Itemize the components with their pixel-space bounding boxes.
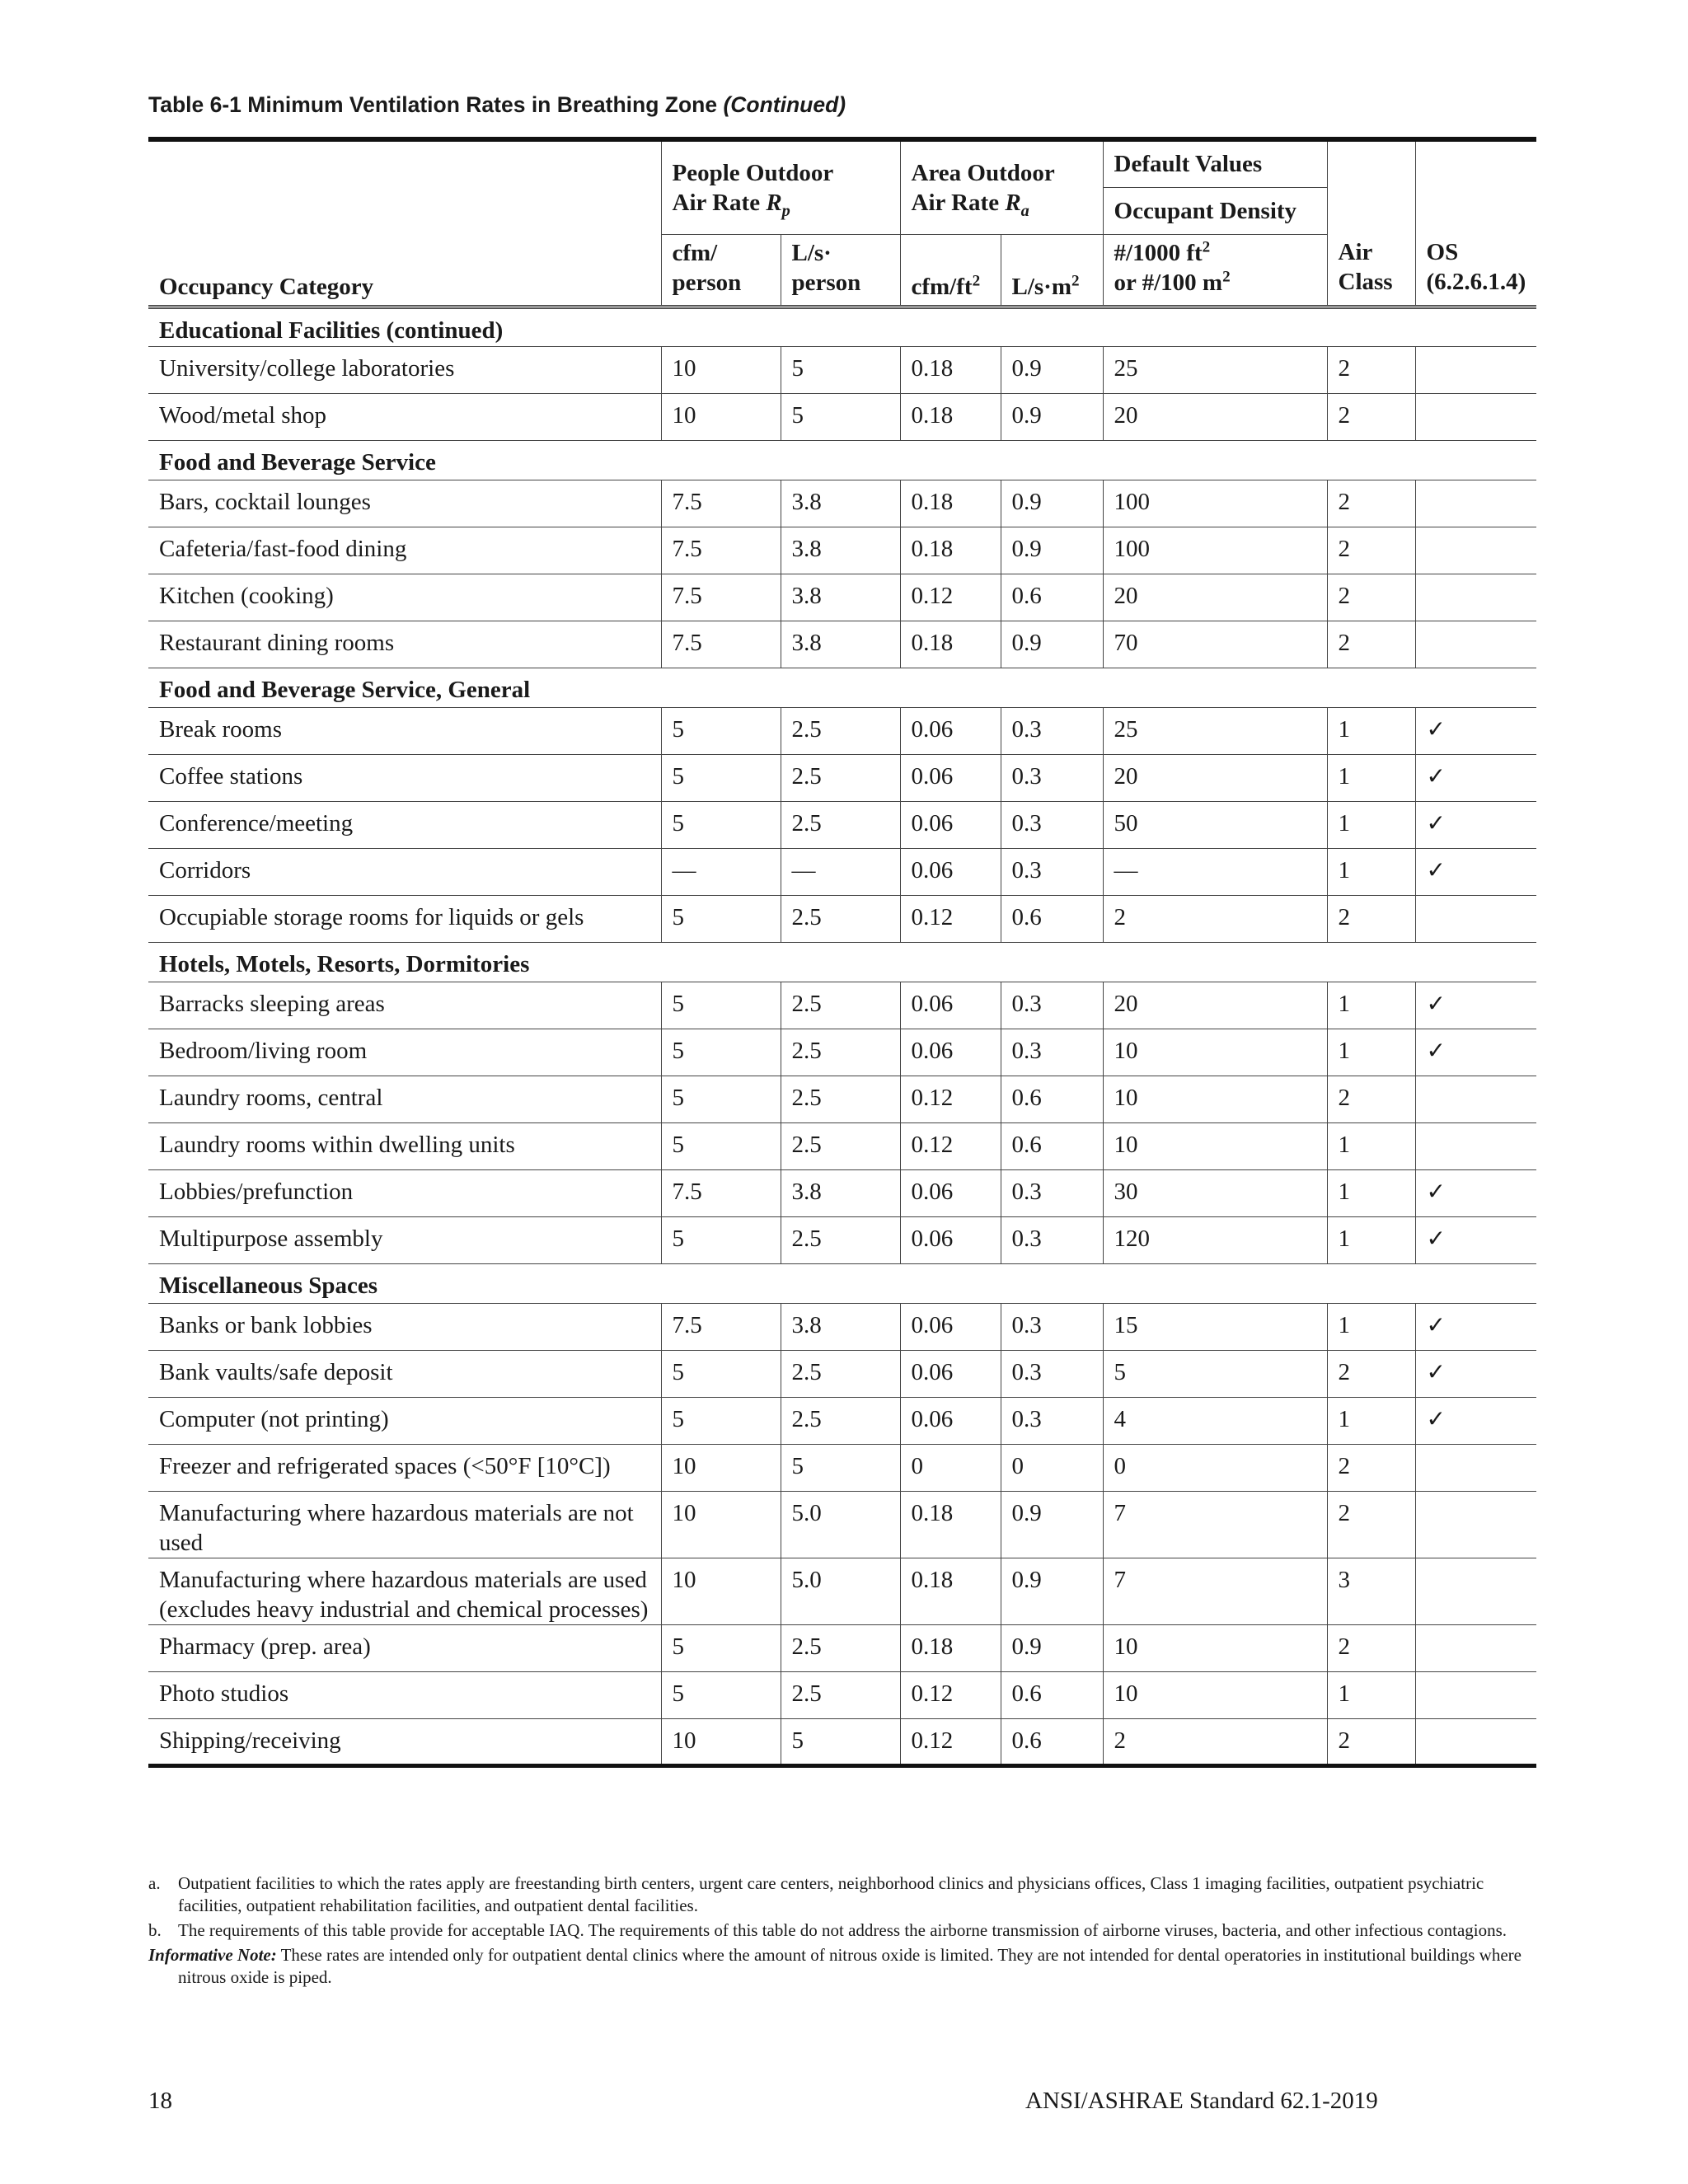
section-header-row	[148, 440, 1536, 480]
occupant-density-cell: 70	[1103, 621, 1327, 668]
ls-per-person-cell: 5	[781, 1444, 900, 1491]
ls-per-m2-cell: 0.6	[1001, 1671, 1103, 1718]
cfm-per-ft2-header: cfm/$ft^2$	[900, 234, 1001, 307]
ventilation-table-wrapper	[148, 137, 1536, 1768]
cfm-per-person-cell: 10	[661, 346, 781, 393]
informative-note: Informative Note: These rates are intended only for outpatient dental clinics where the amount of nitrous oxide is limited. They are not intended for dental operatories in institutional buildings where nitrous oxide is piped.	[148, 1945, 1522, 1987]
cfm-per-ft2-cell: 0.06	[900, 982, 1001, 1029]
cfm-per-ft2-cell: 0.06	[900, 1397, 1001, 1444]
occupancy-name-cell: Manufacturing where hazardous materials are not used	[148, 1491, 661, 1558]
os-cell	[1415, 621, 1536, 668]
occupant-density-cell: 2	[1103, 895, 1327, 942]
ls-per-m2-cell: 0.9	[1001, 1491, 1103, 1558]
os-cell: ✓	[1415, 1216, 1536, 1263]
cfm-per-person-cell: 7.5	[661, 1169, 781, 1216]
ls-per-m2-cell: 0.3	[1001, 707, 1103, 754]
cfm-per-person-cell: 5	[661, 801, 781, 848]
air-class-cell: 1	[1327, 754, 1415, 801]
ls-per-person-cell: 2.5	[781, 707, 900, 754]
ls-per-person-cell: 3.8	[781, 480, 900, 527]
cfm-per-ft2-cell: 0.06	[900, 1216, 1001, 1263]
occupant-density-cell: 5	[1103, 1350, 1327, 1397]
ls-per-m2-cell: 0.3	[1001, 1216, 1103, 1263]
table-header	[148, 139, 1536, 307]
area-rate-header: Area Outdoor Air Rate $R_a$	[900, 139, 1103, 234]
os-cell	[1415, 1076, 1536, 1122]
occupant-density-cell: 50	[1103, 801, 1327, 848]
section-header-row	[148, 1263, 1536, 1303]
air-class-cell: 1	[1327, 801, 1415, 848]
ls-per-person-cell: —	[781, 848, 900, 895]
os-header: OS (6.2.6.1.4)	[1415, 234, 1536, 307]
ls-per-person-cell: 5	[781, 393, 900, 440]
table-row	[148, 480, 1536, 527]
ls-per-person-cell: 5	[781, 1718, 900, 1765]
section-title: Hotels, Motels, Resorts, Dormitories	[148, 942, 1536, 982]
occupant-density-cell: 100	[1103, 480, 1327, 527]
ls-per-person-cell: 2.5	[781, 1397, 900, 1444]
occupant-density-cell: 25	[1103, 346, 1327, 393]
table-row	[148, 1671, 1536, 1718]
occupancy-name-cell: University/college laboratories	[148, 346, 661, 393]
os-cell	[1415, 1624, 1536, 1671]
cfm-per-person-cell: 7.5	[661, 574, 781, 621]
ls-per-m2-cell: 0.9	[1001, 527, 1103, 574]
air-class-cell: 2	[1327, 1491, 1415, 1558]
table-caption	[148, 92, 846, 118]
air-class-cell: 1	[1327, 1671, 1415, 1718]
ls-per-m2-cell: 0.3	[1001, 982, 1103, 1029]
cfm-per-person-cell: 7.5	[661, 1303, 781, 1350]
cfm-per-person-cell: 10	[661, 1718, 781, 1765]
occupancy-name-cell: Photo studios	[148, 1671, 661, 1718]
cfm-per-ft2-cell: 0.06	[900, 1350, 1001, 1397]
cfm-per-person-cell: 10	[661, 1491, 781, 1558]
cfm-per-ft2-cell: 0.18	[900, 1624, 1001, 1671]
section-title: Miscellaneous Spaces	[148, 1263, 1536, 1303]
occupant-density-cell: 4	[1103, 1397, 1327, 1444]
occupancy-name-cell: Conference/meeting	[148, 801, 661, 848]
ls-per-m2-cell: 0.3	[1001, 1029, 1103, 1076]
table-row	[148, 1076, 1536, 1122]
table-row	[148, 801, 1536, 848]
table-notes	[148, 1872, 1541, 1991]
section-header-row	[148, 307, 1536, 346]
cfm-per-person-cell: 5	[661, 1350, 781, 1397]
table-row	[148, 1122, 1536, 1169]
cfm-per-ft2-cell: 0.18	[900, 621, 1001, 668]
cfm-per-ft2-cell: 0	[900, 1444, 1001, 1491]
os-cell: ✓	[1415, 1029, 1536, 1076]
cfm-per-person-cell: 5	[661, 895, 781, 942]
occupant-density-cell: 10	[1103, 1122, 1327, 1169]
os-cell: ✓	[1415, 1397, 1536, 1444]
cfm-per-ft2-cell: 0.18	[900, 527, 1001, 574]
ls-per-person-cell: 3.8	[781, 1303, 900, 1350]
occupant-density-cell: 10	[1103, 1671, 1327, 1718]
cfm-per-person-cell: 10	[661, 393, 781, 440]
cfm-per-ft2-cell: 0.12	[900, 1122, 1001, 1169]
ls-per-person-cell: 2.5	[781, 1122, 900, 1169]
cfm-per-ft2-cell: 0.12	[900, 1076, 1001, 1122]
air-class-cell: 2	[1327, 393, 1415, 440]
table-row	[148, 754, 1536, 801]
occupant-density-cell: 25	[1103, 707, 1327, 754]
table-title: Table 6-1 Minimum Ventilation Rates in Breathing Zone	[148, 92, 718, 117]
occupant-density-cell: 30	[1103, 1169, 1327, 1216]
air-class-cell: 2	[1327, 895, 1415, 942]
occupancy-name-cell: Laundry rooms, central	[148, 1076, 661, 1122]
cfm-per-ft2-cell: 0.12	[900, 574, 1001, 621]
ls-per-m2-cell: 0.3	[1001, 801, 1103, 848]
ls-per-m2-cell: 0.9	[1001, 393, 1103, 440]
occupant-density-cell: 20	[1103, 393, 1327, 440]
os-cell: ✓	[1415, 1350, 1536, 1397]
cfm-per-person-cell: 5	[661, 707, 781, 754]
density-units-header: #/1000 $ft^2$ or #/100 $m^2$	[1103, 234, 1327, 307]
ls-per-m2-cell: 0.6	[1001, 1076, 1103, 1122]
cfm-per-person-cell: 10	[661, 1444, 781, 1491]
footnote-a: a. Outpatient facilities to which the rates apply are freestanding birth centers, urgent care centers, neighborhood clinics and physicians offices, Class 1 imaging facilities, outpatient psychiatric facilities, outpatient rehabilitation facilities, and outpatient dental facilities.	[148, 1873, 1484, 1915]
air-class-cell: 1	[1327, 982, 1415, 1029]
os-cell: ✓	[1415, 801, 1536, 848]
ls-per-person-cell: 2.5	[781, 754, 900, 801]
occupancy-name-cell: Bedroom/living room	[148, 1029, 661, 1076]
air-class-cell: 2	[1327, 1076, 1415, 1122]
ls-per-person-cell: 2.5	[781, 1216, 900, 1263]
occupancy-name-cell: Break rooms	[148, 707, 661, 754]
section-title: Educational Facilities (continued)	[148, 307, 1536, 346]
table-row	[148, 1216, 1536, 1263]
air-class-cell: 2	[1327, 346, 1415, 393]
air-class-cell: 2	[1327, 1350, 1415, 1397]
ls-per-person-cell: 2.5	[781, 801, 900, 848]
table-row	[148, 621, 1536, 668]
cfm-per-ft2-cell: 0.18	[900, 346, 1001, 393]
os-cell	[1415, 895, 1536, 942]
ls-per-m2-header: $L/s\cdot m^2$	[1001, 234, 1103, 307]
table-row	[148, 1029, 1536, 1076]
cfm-per-person-cell: 5	[661, 754, 781, 801]
cfm-per-ft2-cell: 0.18	[900, 480, 1001, 527]
cfm-per-ft2-cell: 0.06	[900, 848, 1001, 895]
os-cell: ✓	[1415, 848, 1536, 895]
ls-per-m2-cell: 0.9	[1001, 346, 1103, 393]
ls-per-person-cell: 3.8	[781, 574, 900, 621]
occupancy-name-cell: Pharmacy (prep. area)	[148, 1624, 661, 1671]
occupancy-name-cell: Cafeteria/fast-food dining	[148, 527, 661, 574]
air-class-cell: 1	[1327, 1122, 1415, 1169]
table-row	[148, 527, 1536, 574]
occupant-density-cell: —	[1103, 848, 1327, 895]
occupancy-name-cell: Bank vaults/safe deposit	[148, 1350, 661, 1397]
ls-per-m2-cell: 0.6	[1001, 895, 1103, 942]
occupant-density-cell: 15	[1103, 1303, 1327, 1350]
occupant-density-cell: 20	[1103, 982, 1327, 1029]
ventilation-rates-table	[148, 137, 1536, 1768]
air-class-cell: 1	[1327, 848, 1415, 895]
air-class-cell: 3	[1327, 1558, 1415, 1624]
occupant-density-cell: 7	[1103, 1491, 1327, 1558]
air-class-cell: 2	[1327, 1444, 1415, 1491]
table-row	[148, 574, 1536, 621]
cfm-per-person-cell: 7.5	[661, 621, 781, 668]
occupant-density-cell: 2	[1103, 1718, 1327, 1765]
ls-per-m2-cell: 0.3	[1001, 1397, 1103, 1444]
os-cell: ✓	[1415, 1303, 1536, 1350]
os-cell	[1415, 346, 1536, 393]
ls-per-m2-cell: 0	[1001, 1444, 1103, 1491]
cfm-per-person-cell: 5	[661, 982, 781, 1029]
cfm-per-ft2-cell: 0.06	[900, 1303, 1001, 1350]
ls-per-person-cell: 2.5	[781, 895, 900, 942]
air-class-cell: 2	[1327, 621, 1415, 668]
ls-per-person-cell: 2.5	[781, 1350, 900, 1397]
occupancy-name-cell: Bars, cocktail lounges	[148, 480, 661, 527]
occupancy-name-cell: Shipping/receiving	[148, 1718, 661, 1765]
air-class-cell: 1	[1327, 1169, 1415, 1216]
occupant-density-cell: 10	[1103, 1076, 1327, 1122]
air-class-cell: 1	[1327, 1029, 1415, 1076]
os-cell	[1415, 393, 1536, 440]
occupant-density-cell: 120	[1103, 1216, 1327, 1263]
occupant-density-cell: 20	[1103, 574, 1327, 621]
occupancy-name-cell: Wood/metal shop	[148, 393, 661, 440]
cfm-per-ft2-cell: 0.06	[900, 801, 1001, 848]
air-class-cell: 1	[1327, 1397, 1415, 1444]
os-cell	[1415, 1444, 1536, 1491]
ls-per-person-cell: 5	[781, 346, 900, 393]
os-cell: ✓	[1415, 707, 1536, 754]
ls-per-m2-cell: 0.3	[1001, 754, 1103, 801]
occupancy-name-cell: Coffee stations	[148, 754, 661, 801]
os-cell	[1415, 1671, 1536, 1718]
ls-per-person-cell: 2.5	[781, 1029, 900, 1076]
occupancy-name-cell: Multipurpose assembly	[148, 1216, 661, 1263]
os-cell	[1415, 574, 1536, 621]
cfm-per-ft2-cell: 0.18	[900, 393, 1001, 440]
cfm-per-person-cell: 5	[661, 1029, 781, 1076]
ls-per-m2-cell: 0.3	[1001, 1169, 1103, 1216]
cfm-per-person-cell: 5	[661, 1671, 781, 1718]
air-class-cell: 1	[1327, 707, 1415, 754]
ls-per-m2-cell: 0.3	[1001, 1350, 1103, 1397]
occupancy-name-cell: Freezer and refrigerated spaces (<50°F [10°C])	[148, 1444, 661, 1491]
occupant-density-cell: 7	[1103, 1558, 1327, 1624]
air-class-cell: 1	[1327, 1303, 1415, 1350]
page-number: 18	[148, 2088, 172, 2114]
table-row	[148, 895, 1536, 942]
section-title: Food and Beverage Service	[148, 440, 1536, 480]
table-row	[148, 848, 1536, 895]
standard-name: ANSI/ASHRAE Standard 62.1-2019	[1025, 2088, 1378, 2114]
cfm-per-person-cell: 5	[661, 1624, 781, 1671]
occupant-density-cell: 20	[1103, 754, 1327, 801]
table-row	[148, 707, 1536, 754]
cfm-per-person-cell: 5	[661, 1076, 781, 1122]
table-row	[148, 1397, 1536, 1444]
table-row	[148, 1491, 1536, 1558]
table-row	[148, 1624, 1536, 1671]
cfm-per-person-cell: 5	[661, 1216, 781, 1263]
cfm-per-person-header: cfm/ person	[661, 234, 781, 307]
occupant-density-cell: 10	[1103, 1624, 1327, 1671]
cfm-per-person-cell: 7.5	[661, 480, 781, 527]
air-class-cell: 2	[1327, 1624, 1415, 1671]
ls-per-m2-cell: 0.6	[1001, 1718, 1103, 1765]
air-class-cell: 2	[1327, 480, 1415, 527]
occupancy-name-cell: Computer (not printing)	[148, 1397, 661, 1444]
footnote-b: b. The requirements of this table provide for acceptable IAQ. The requirements of this table do not address the airborne transmission of airborne viruses, bacteria, and other infectious contagions.	[148, 1920, 1507, 1940]
occupancy-name-cell: Laundry rooms within dwelling units	[148, 1122, 661, 1169]
occupancy-name-cell: Restaurant dining rooms	[148, 621, 661, 668]
table-row	[148, 982, 1536, 1029]
cfm-per-ft2-cell: 0.06	[900, 1029, 1001, 1076]
table-body	[148, 307, 1536, 1765]
cfm-per-ft2-cell: 0.18	[900, 1558, 1001, 1624]
ls-per-person-cell: 3.8	[781, 1169, 900, 1216]
cfm-per-ft2-cell: 0.06	[900, 1169, 1001, 1216]
table-row	[148, 1718, 1536, 1765]
cfm-per-person-cell: 5	[661, 1397, 781, 1444]
ls-per-person-cell: 2.5	[781, 1624, 900, 1671]
cfm-per-person-cell: 10	[661, 1558, 781, 1624]
ls-per-person-cell: 2.5	[781, 1076, 900, 1122]
cfm-per-ft2-cell: 0.06	[900, 754, 1001, 801]
table-row	[148, 1558, 1536, 1624]
air-class-cell: 1	[1327, 1216, 1415, 1263]
continued-label: (Continued)	[723, 92, 846, 117]
table-row	[148, 393, 1536, 440]
os-cell: ✓	[1415, 982, 1536, 1029]
occupancy-name-cell: Banks or bank lobbies	[148, 1303, 661, 1350]
air-class-header: Air Class	[1327, 234, 1415, 307]
occupant-density-cell: 0	[1103, 1444, 1327, 1491]
cfm-per-ft2-cell: 0.12	[900, 1671, 1001, 1718]
section-header-row	[148, 942, 1536, 982]
cfm-per-person-cell: 5	[661, 1122, 781, 1169]
ls-per-person-cell: 2.5	[781, 982, 900, 1029]
table-row	[148, 1169, 1536, 1216]
ls-per-m2-cell: 0.9	[1001, 480, 1103, 527]
air-class-cell: 2	[1327, 574, 1415, 621]
occupancy-name-cell: Barracks sleeping areas	[148, 982, 661, 1029]
table-row	[148, 346, 1536, 393]
people-rate-header: People Outdoor Air Rate $R_p$	[661, 139, 900, 234]
os-cell	[1415, 1122, 1536, 1169]
occupancy-name-cell: Manufacturing where hazardous materials are used (excludes heavy industrial and chemical processes)	[148, 1558, 661, 1624]
ls-per-m2-cell: 0.9	[1001, 621, 1103, 668]
air-class-cell: 2	[1327, 527, 1415, 574]
cfm-per-ft2-cell: 0.12	[900, 1718, 1001, 1765]
occupancy-name-cell: Corridors	[148, 848, 661, 895]
occupancy-name-cell: Kitchen (cooking)	[148, 574, 661, 621]
os-cell	[1415, 480, 1536, 527]
ls-per-m2-cell: 0.3	[1001, 848, 1103, 895]
cfm-per-ft2-cell: 0.18	[900, 1491, 1001, 1558]
cfm-per-ft2-cell: 0.12	[900, 895, 1001, 942]
ls-per-person-cell: 3.8	[781, 621, 900, 668]
cfm-per-person-cell: 7.5	[661, 527, 781, 574]
section-header-row	[148, 668, 1536, 707]
os-cell	[1415, 1558, 1536, 1624]
os-cell	[1415, 1491, 1536, 1558]
os-cell	[1415, 527, 1536, 574]
ls-per-m2-cell: 0.3	[1001, 1303, 1103, 1350]
table-row	[148, 1444, 1536, 1491]
ls-per-m2-cell: 0.6	[1001, 1122, 1103, 1169]
cfm-per-person-cell: —	[661, 848, 781, 895]
occupant-density-cell: 10	[1103, 1029, 1327, 1076]
table-row	[148, 1303, 1536, 1350]
table-row	[148, 1350, 1536, 1397]
air-class-cell: 2	[1327, 1718, 1415, 1765]
section-title: Food and Beverage Service, General	[148, 668, 1536, 707]
ls-per-m2-cell: 0.9	[1001, 1624, 1103, 1671]
cfm-per-ft2-cell: 0.06	[900, 707, 1001, 754]
occupancy-category-header: Occupancy Category	[148, 234, 661, 307]
default-values-header: Default Values	[1103, 139, 1327, 187]
os-cell: ✓	[1415, 754, 1536, 801]
occupant-density-cell: 100	[1103, 527, 1327, 574]
os-cell	[1415, 1718, 1536, 1765]
os-cell: ✓	[1415, 1169, 1536, 1216]
ls-per-m2-cell: 0.9	[1001, 1558, 1103, 1624]
occupant-density-header: Occupant Density	[1103, 187, 1327, 234]
ls-per-person-cell: 5.0	[781, 1558, 900, 1624]
ls-per-m2-cell: 0.6	[1001, 574, 1103, 621]
ls-per-person-header: L/s· person	[781, 234, 900, 307]
occupancy-name-cell: Lobbies/prefunction	[148, 1169, 661, 1216]
ls-per-person-cell: 5.0	[781, 1491, 900, 1558]
ls-per-person-cell: 3.8	[781, 527, 900, 574]
occupancy-name-cell: Occupiable storage rooms for liquids or gels	[148, 895, 661, 942]
ls-per-person-cell: 2.5	[781, 1671, 900, 1718]
